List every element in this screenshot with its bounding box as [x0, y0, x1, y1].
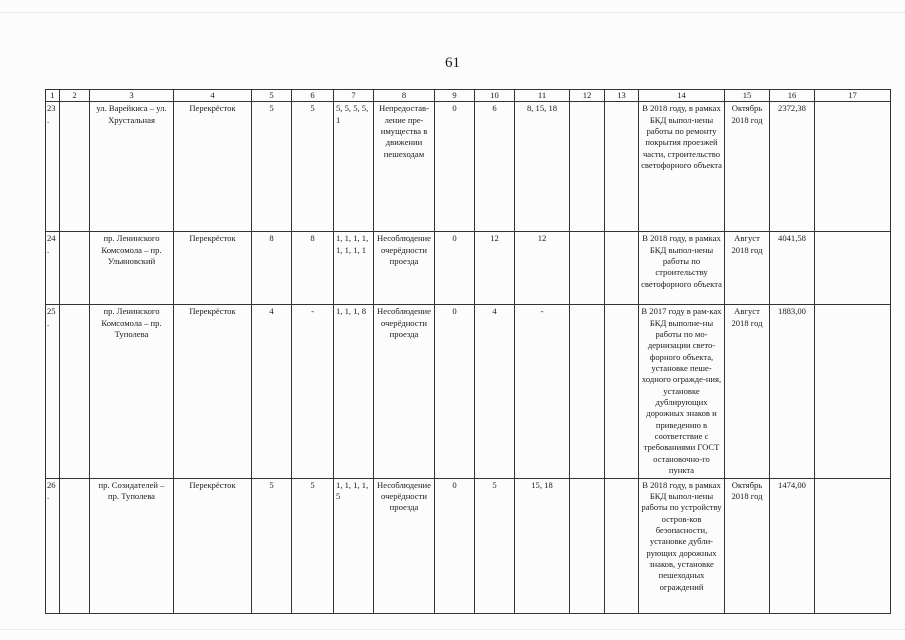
cell-c10: 4: [475, 305, 515, 478]
cell-c11: 8, 15, 18: [515, 102, 570, 232]
cell-type: Перекрёсток: [174, 305, 252, 478]
cell-c9: 0: [435, 232, 475, 305]
column-header-11: 11: [515, 90, 570, 102]
column-header-2: 2: [60, 90, 90, 102]
cell-c5: 4: [252, 305, 292, 478]
cell-c17: [815, 232, 891, 305]
cell-no: 26.: [46, 478, 60, 613]
table-row: [46, 305, 891, 478]
column-header-7: 7: [334, 90, 374, 102]
cell-c13: [605, 102, 639, 232]
cell-location: пр. Ленинского Комсомола – пр. Ульяновский: [90, 232, 174, 305]
column-header-14: 14: [639, 90, 725, 102]
cell-c9: 0: [435, 478, 475, 613]
table-body: [46, 102, 891, 613]
cell-no: 25.: [46, 305, 60, 478]
cell-c11: 12: [515, 232, 570, 305]
cell-c16: 1474,00: [770, 478, 815, 613]
cell-c7: 1, 1, 1, 1, 1, 1, 1, 1: [334, 232, 374, 305]
cell-c16: 2372,38: [770, 102, 815, 232]
cell-c16: 1883,00: [770, 305, 815, 478]
page-number: 61: [445, 55, 460, 71]
header-row: [46, 90, 891, 102]
cell-c9: 0: [435, 305, 475, 478]
column-header-6: 6: [292, 90, 334, 102]
cell-c14: В 2018 году, в рамках БКД выпол-нены работы по устройству остров-ков безопасности, установке дубли-рующих дорожных знаков, установке пешеходных ограждений: [639, 478, 725, 613]
cell-c2: [60, 305, 90, 478]
cell-type: Перекрёсток: [174, 232, 252, 305]
cell-c8: Непредостав-ление пре-имущества в движении пешеходам: [374, 102, 435, 232]
cell-c7: 5, 5, 5, 5, 1: [334, 102, 374, 232]
cell-c14: В 2018 году, в рамках БКД выпол-нены работы по ремонту покрытия проезжей части, строительство светофорного объекта: [639, 102, 725, 232]
table-row: [46, 232, 891, 305]
cell-c17: [815, 102, 891, 232]
cell-c5: 5: [252, 478, 292, 613]
cell-c13: [605, 232, 639, 305]
cell-type: Перекрёсток: [174, 102, 252, 232]
cell-c7: 1, 1, 1, 1, 5: [334, 478, 374, 613]
column-header-3: 3: [90, 90, 174, 102]
cell-c5: 8: [252, 232, 292, 305]
column-header-17: 17: [815, 90, 891, 102]
cell-c10: 5: [475, 478, 515, 613]
table-row: [46, 102, 891, 232]
cell-c15: Октябрь 2018 год: [725, 478, 770, 613]
column-header-16: 16: [770, 90, 815, 102]
cell-no: 24.: [46, 232, 60, 305]
cell-c11: 15, 18: [515, 478, 570, 613]
column-header-1: 1: [46, 90, 60, 102]
cell-c8: Несоблюдение очерёдности проезда: [374, 305, 435, 478]
column-header-5: 5: [252, 90, 292, 102]
cell-c11: -: [515, 305, 570, 478]
cell-c6: 5: [292, 478, 334, 613]
cell-c10: 12: [475, 232, 515, 305]
scan-noise-top: [0, 12, 905, 15]
cell-type: Перекрёсток: [174, 478, 252, 613]
column-header-9: 9: [435, 90, 475, 102]
column-header-10: 10: [475, 90, 515, 102]
data-table: [45, 89, 891, 614]
cell-no: 23.: [46, 102, 60, 232]
cell-location: ул. Варейкиса – ул. Хрустальная: [90, 102, 174, 232]
column-header-13: 13: [605, 90, 639, 102]
cell-c8: Несоблюдение очерёдности проезда: [374, 232, 435, 305]
cell-c6: -: [292, 305, 334, 478]
cell-c8: Несоблюдение очерёдности проезда: [374, 478, 435, 613]
cell-c2: [60, 478, 90, 613]
scan-noise-bottom: [0, 629, 905, 632]
table-row: [46, 478, 891, 613]
cell-c5: 5: [252, 102, 292, 232]
cell-c17: [815, 478, 891, 613]
cell-c2: [60, 102, 90, 232]
cell-c14: В 2018 году, в рамках БКД выпол-нены работы по строительству светофорного объекта: [639, 232, 725, 305]
cell-c13: [605, 305, 639, 478]
cell-c9: 0: [435, 102, 475, 232]
cell-c2: [60, 232, 90, 305]
cell-c10: 6: [475, 102, 515, 232]
column-header-15: 15: [725, 90, 770, 102]
cell-c14: В 2017 году в рам-ках БКД выполне-ны работы по мо-дернизации свето-форного объекта, установке пеше-ходного огражде-ния, установке дублирующих дорожных знаков и приведению в соответствие с требованиями ГОСТ остановочно-го пункта: [639, 305, 725, 478]
cell-c12: [570, 232, 605, 305]
cell-c13: [605, 478, 639, 613]
cell-c12: [570, 102, 605, 232]
cell-location: пр. Ленинского Комсомола – пр. Туполева: [90, 305, 174, 478]
cell-c17: [815, 305, 891, 478]
cell-location: пр. Созидателей – пр. Туполева: [90, 478, 174, 613]
cell-c6: 5: [292, 102, 334, 232]
cell-c7: 1, 1, 1, 8: [334, 305, 374, 478]
cell-c12: [570, 478, 605, 613]
cell-c6: 8: [292, 232, 334, 305]
cell-c12: [570, 305, 605, 478]
column-header-8: 8: [374, 90, 435, 102]
cell-c15: Октябрь 2018 год: [725, 102, 770, 232]
cell-c15: Август 2018 год: [725, 305, 770, 478]
cell-c15: Август 2018 год: [725, 232, 770, 305]
column-header-4: 4: [174, 90, 252, 102]
cell-c16: 4041,58: [770, 232, 815, 305]
column-header-12: 12: [570, 90, 605, 102]
